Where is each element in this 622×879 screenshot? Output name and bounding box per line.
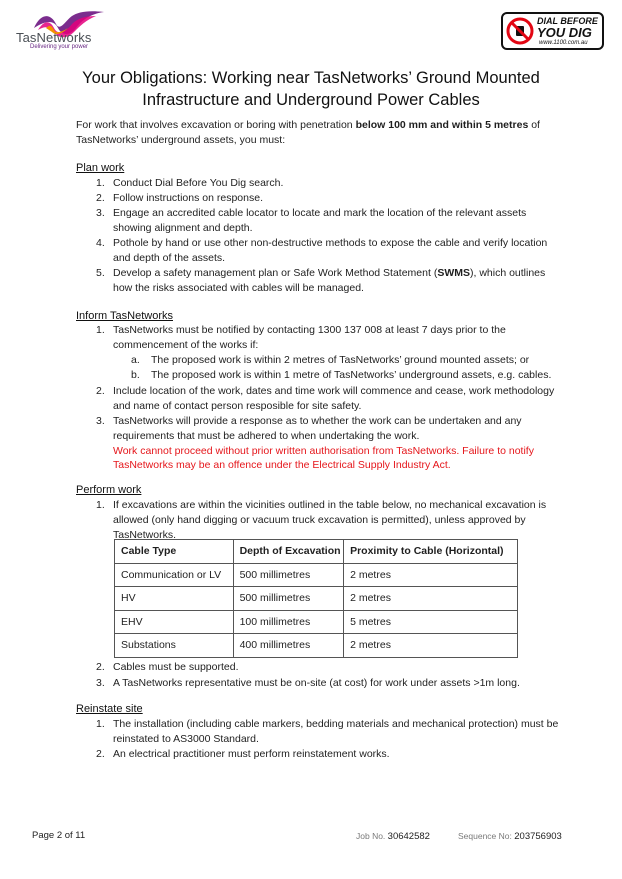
list-number: 2. — [96, 192, 105, 204]
title-line1: Your Obligations: Working near TasNetworks’ Ground Mounted — [82, 69, 540, 87]
table-row — [115, 610, 518, 634]
list-text: Conduct Dial Before You Dig search. — [113, 177, 284, 189]
swms-post: ), which outlines how the risks associated with cables will be managed. — [113, 267, 546, 294]
inform-heading: Inform TasNetworks — [76, 310, 173, 322]
list-number: 1. — [96, 324, 105, 336]
list-text: Include location of the work, dates and time work will commence and cease, work methodology and name of contact person resposible for site safety. — [113, 385, 555, 412]
reinstate-heading: Reinstate site — [76, 703, 143, 715]
list-number: 2. — [96, 385, 105, 397]
sub-list-text: The proposed work is within 2 metres of TasNetworks’ ground mounted assets; or — [151, 354, 530, 366]
table-cell: 5 metres — [344, 610, 518, 634]
table-row — [115, 563, 518, 587]
list-number: 3. — [96, 677, 105, 689]
list-number: 3. — [96, 415, 105, 427]
swms-pre: Develop a safety management plan or Safe Work Method Statement ( — [113, 267, 438, 279]
job-label: Job No. — [356, 831, 386, 841]
list-number: 1. — [96, 177, 105, 189]
logo-name: TasNetworks — [16, 30, 92, 45]
list-text: TasNetworks will provide a response as to whether the work can be undertaken and any requirements that must be adhered to when undertaking the work. — [113, 415, 522, 442]
job-number — [356, 831, 430, 842]
table-header-row — [115, 540, 518, 564]
table-cell: 2 metres — [344, 563, 518, 587]
list-text: A TasNetworks representative must be on-site (at cost) for work under assets >1m long. — [113, 677, 520, 689]
list-number: 3. — [96, 207, 105, 219]
table-row — [115, 634, 518, 658]
job-value: 30642582 — [387, 831, 430, 842]
seq-label: Sequence No: — [458, 831, 512, 841]
plan-work-heading: Plan work — [76, 162, 125, 174]
list-number: 1. — [96, 718, 105, 730]
list-text: The installation (including cable markers, bedding materials and mechanical protection) must be reinstated to AS3000 Standard. — [113, 718, 559, 745]
seq-value: 203756903 — [514, 831, 562, 842]
sub-list-letter: b. — [131, 369, 140, 381]
list-text: Cables must be supported. — [113, 661, 239, 673]
table-cell: Communication or LV — [115, 563, 234, 587]
table-row — [115, 587, 518, 611]
list-text: TasNetworks must be notified by contacting 1300 137 008 at least 7 days prior to the commencement of the works if: — [113, 324, 506, 351]
page-title — [40, 67, 582, 111]
table-cell: EHV — [115, 610, 234, 634]
badge-url: www.1100.com.au — [539, 40, 588, 46]
badge-line1: DIAL BEFORE — [537, 16, 598, 26]
list-text — [113, 266, 565, 296]
perform-heading: Perform work — [76, 484, 142, 496]
list-text: An electrical practitioner must perform reinstatement works. — [113, 748, 390, 760]
dial-before-you-dig-badge — [501, 12, 604, 50]
table-cell: 2 metres — [344, 634, 518, 658]
badge-line2: YOU DIG — [537, 25, 592, 40]
list-number: 5. — [96, 267, 105, 279]
logo-tagline: Delivering your power — [30, 44, 89, 50]
list-number: 2. — [96, 748, 105, 760]
swms-bold: SWMS — [437, 267, 470, 279]
intro-bold: below 100 mm and within 5 metres — [355, 119, 529, 131]
table-cell: HV — [115, 587, 234, 611]
intro-pre: For work that involves excavation or boring with penetration — [76, 119, 356, 131]
page-number: Page 2 of 11 — [32, 830, 86, 841]
intro-paragraph — [76, 118, 566, 148]
sequence-number — [458, 831, 562, 842]
table-header: Depth of Excavation — [233, 540, 344, 564]
table-cell: Substations — [115, 634, 234, 658]
intro-post: of TasNetworks’ underground assets, you must: — [76, 119, 540, 146]
table-cell: 500 millimetres — [233, 563, 344, 587]
table-header: Proximity to Cable (Horizontal) — [344, 540, 518, 564]
excavation-table — [114, 539, 518, 658]
table-header: Cable Type — [115, 540, 234, 564]
warning-text: Work cannot proceed without prior written authorisation from TasNetworks. Failure to notify TasNetworks may be an offence under the Electrical Supply Industry Act. — [113, 445, 534, 471]
no-dig-icon — [506, 17, 534, 45]
sub-list-text: The proposed work is within 1 metre of TasNetworks’ underground assets, e.g. cables. — [151, 369, 552, 381]
title-line2: Infrastructure and Underground Power Cables — [142, 91, 480, 109]
list-text: Engage an accredited cable locator to locate and mark the location of the relevant assets showing alignment and depth. — [113, 207, 527, 234]
table-cell: 400 millimetres — [233, 634, 344, 658]
table-cell: 500 millimetres — [233, 587, 344, 611]
table-cell: 2 metres — [344, 587, 518, 611]
list-number: 4. — [96, 237, 105, 249]
list-text: If excavations are within the vicinities outlined in the table below, no mechanical excavation is allowed (only hand digging or vacuum truck excavation is permitted), unless approved by TasNetworks. — [113, 499, 547, 541]
table-cell: 100 millimetres — [233, 610, 344, 634]
list-text: Pothole by hand or use other non-destructive methods to expose the cable and verify location and depth of the assets. — [113, 237, 548, 264]
list-number: 2. — [96, 661, 105, 673]
list-number: 1. — [96, 499, 105, 511]
sub-list-letter: a. — [131, 354, 140, 366]
list-text: Follow instructions on response. — [113, 192, 263, 204]
